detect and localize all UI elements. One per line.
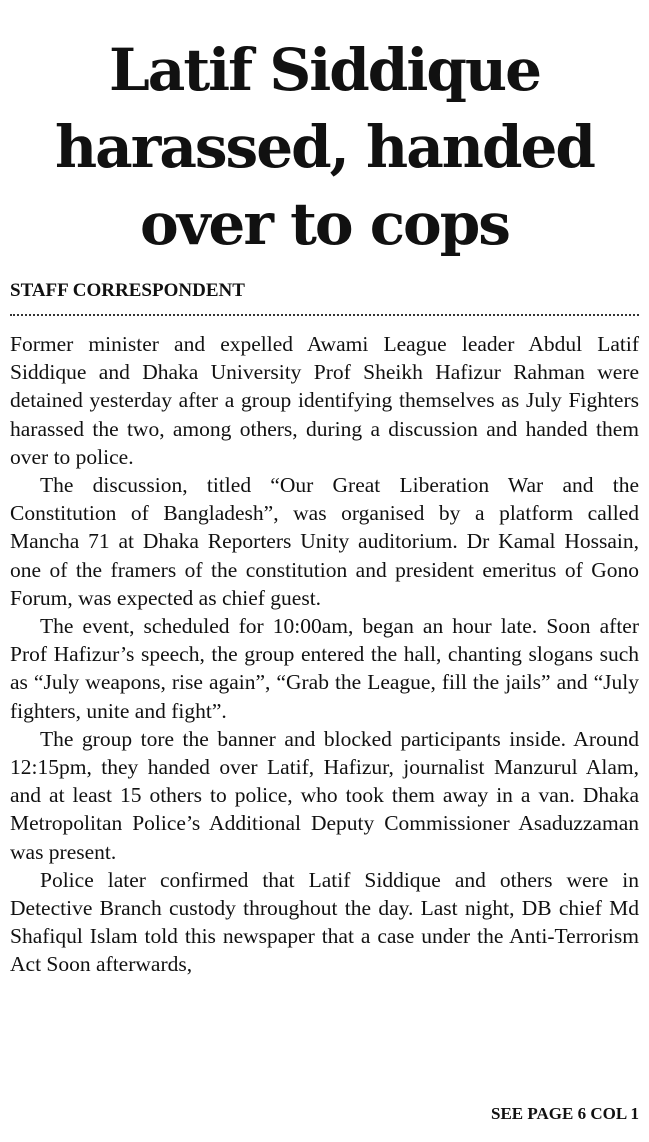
paragraph-2: The discussion, titled “Our Great Liberation War and the Constitution of Bangladesh”, was organised by a platform called Mancha 71 at Dhaka Reporters Unity auditorium. Dr Kamal Hossain, one of the framers of the constitution and president emeritus of Gono Forum, was expected as chief guest. [10, 473, 639, 610]
headline-line-3: over to cops [140, 190, 509, 258]
headline [0, 32, 649, 263]
jump-line: SEE PAGE 6 COL 1 [491, 1104, 639, 1123]
paragraph-1: Former minister and expelled Awami League leader Abdul Latif Siddique and Dhaka University Prof Sheikh Hafizur Rahman were detained yesterday after a group identifying themselves as July Fighters harassed the two, among others, during a discussion and handed them over to police. [10, 332, 639, 469]
paragraph-4: The group tore the banner and blocked participants inside. Around 12:15pm, they handed over Latif, Hafizur, journalist Manzurul Alam, and at least 15 others to police, who took them away in a van. Dhaka Metropolitan Police’s Additional Deputy Commissioner Asaduzzaman was present. [10, 726, 639, 864]
dotted-divider [10, 314, 639, 316]
headline-line-1: Latif Siddique [108, 36, 540, 104]
headline-line-2: harassed, handed [55, 113, 594, 181]
paragraph-5: Police later confirmed that Latif Siddique and others were in Detective Branch custody throughout the day. Last night, DB chief Md Shafiqul Islam told this newspaper that a case under the Anti-Terrorism Act Soon afterwards, [10, 867, 639, 977]
article-body [10, 330, 639, 979]
paragraph-3: The event, scheduled for 10:00am, began an hour late. Soon after Prof Hafizur’s speech, the group entered the hall, chanting slogans such as “July weapons, rise again”, “Grab the League, fill the jails” and “July fighters, unite and fight”. [10, 614, 639, 723]
byline: STAFF CORRESPONDENT [10, 280, 245, 301]
